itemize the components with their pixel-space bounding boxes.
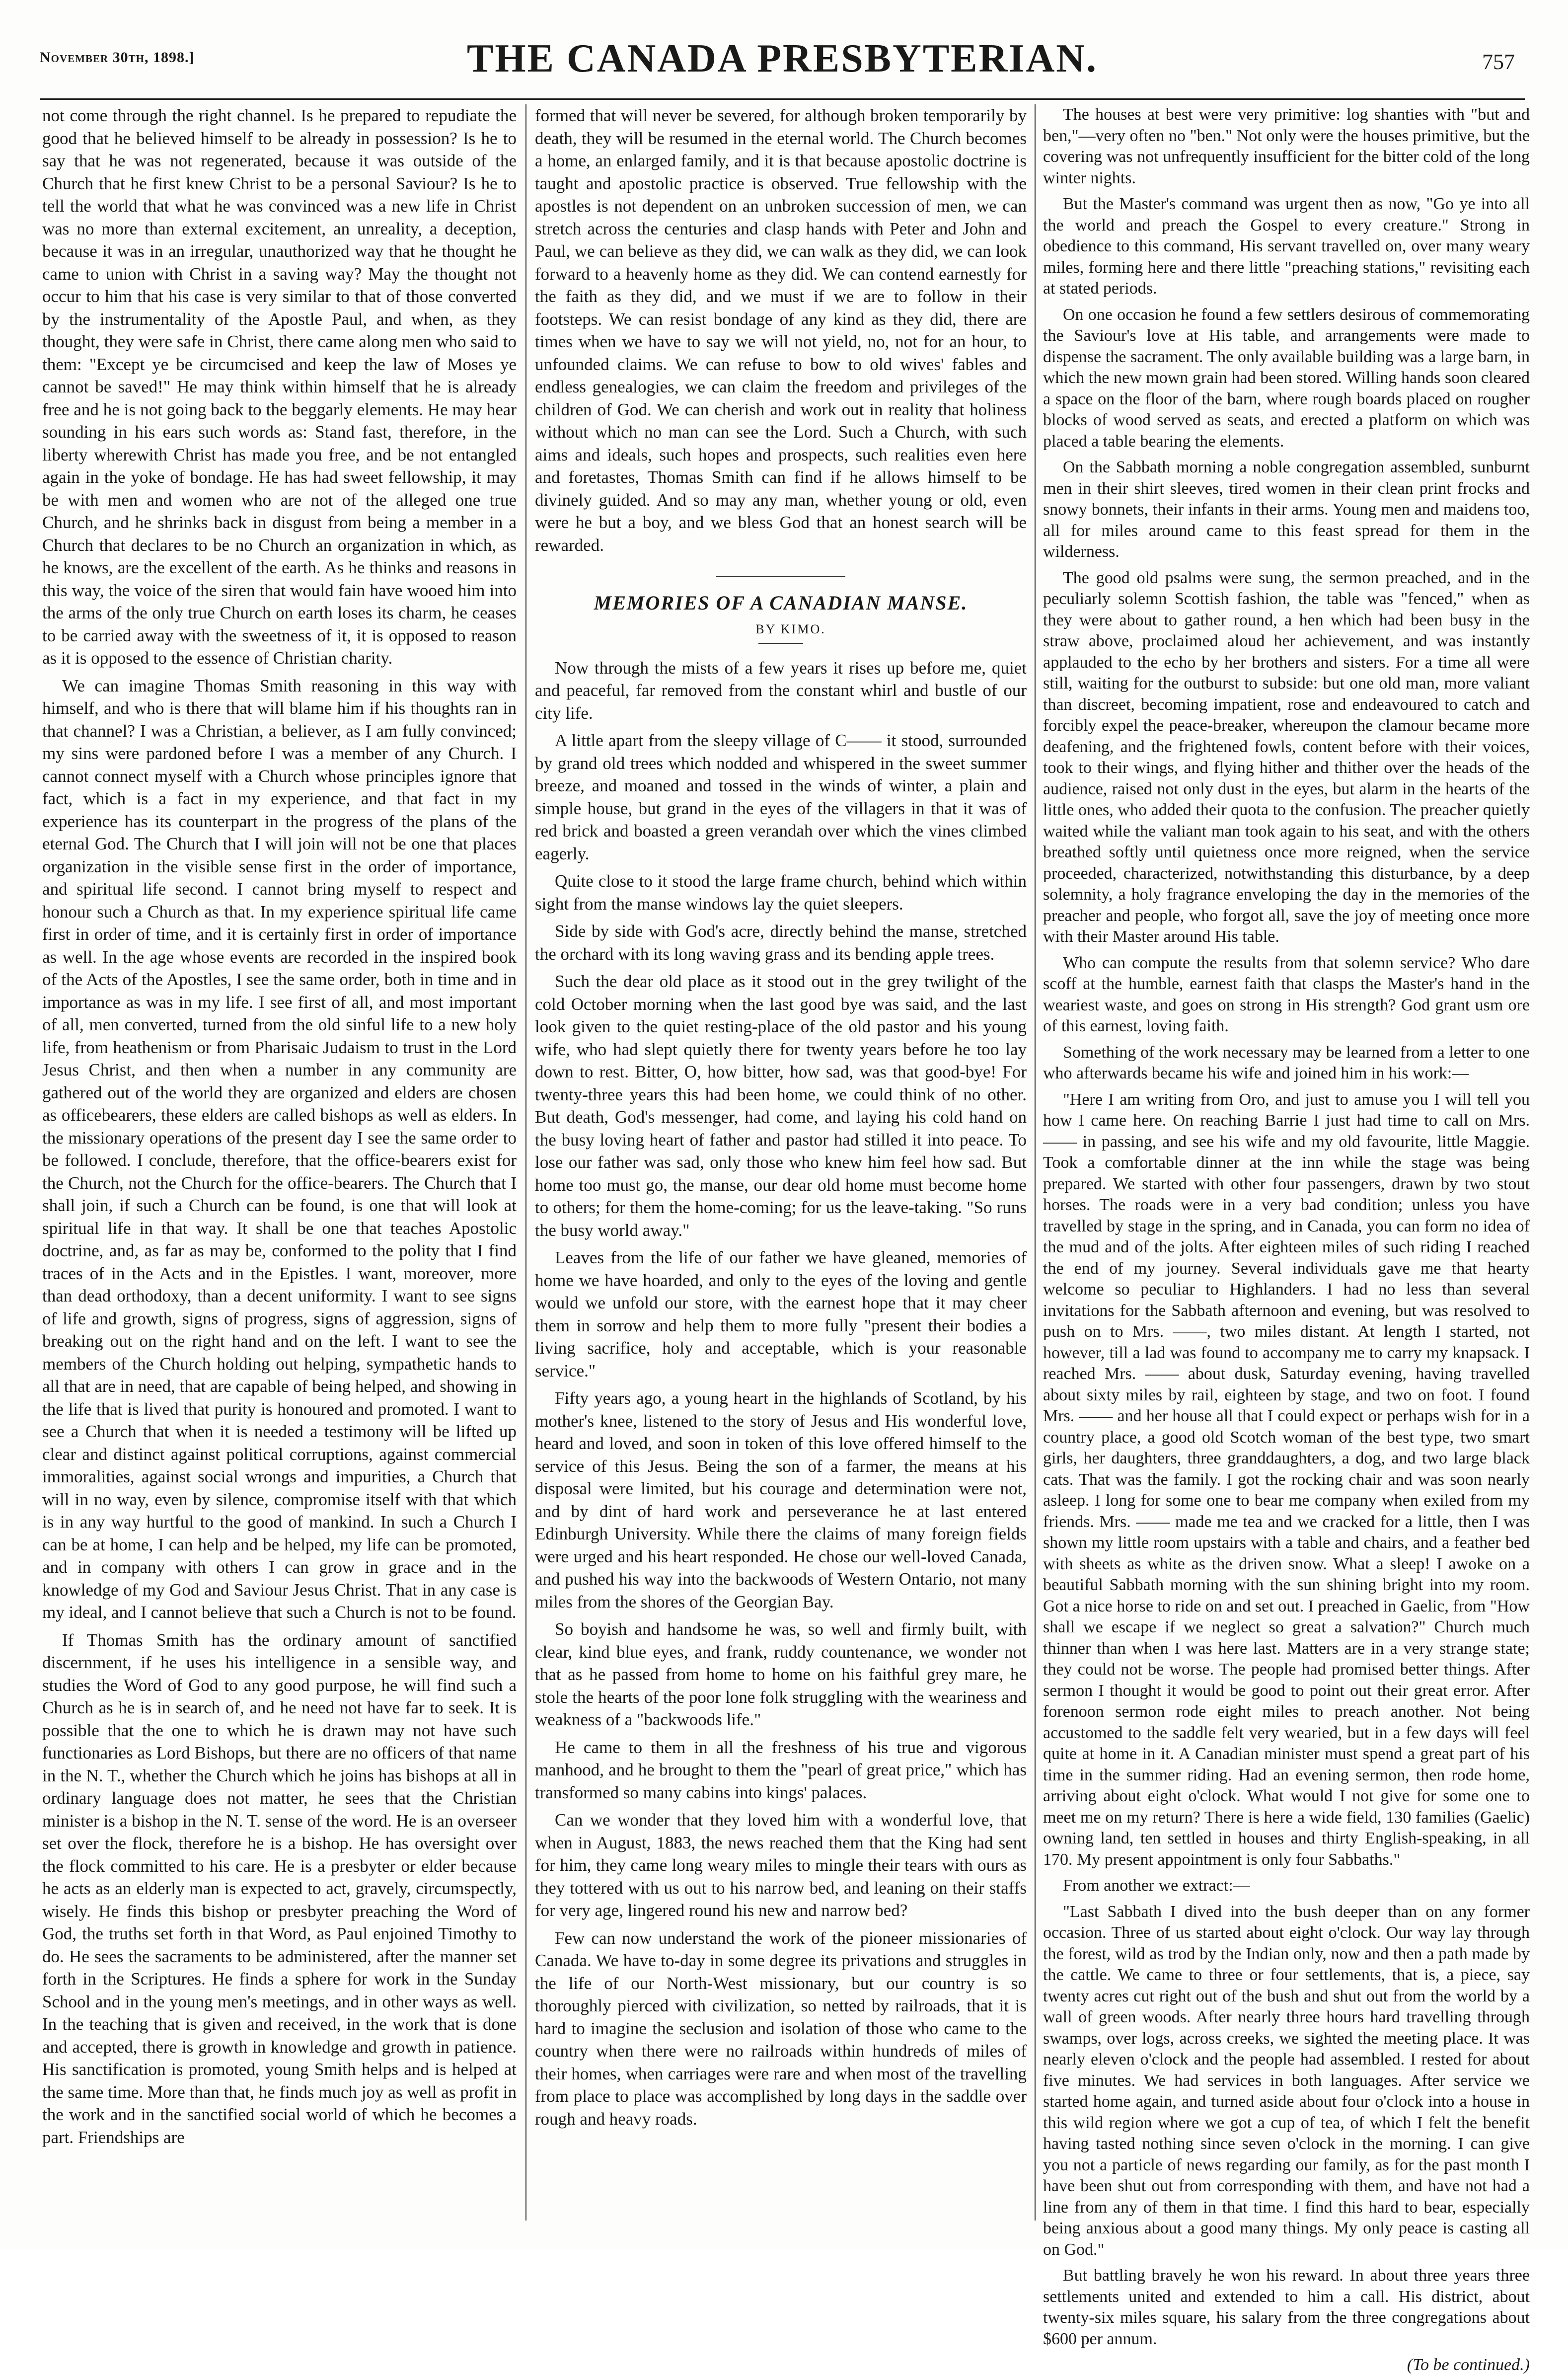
paragraph: formed that will never be severed, for although broken temporarily by death, they will be resumed in the eternal world. The Church becomes a home, an enlarged family, and it is that because apostolic doctrine is taught and apostolic practice is observed. True fellowship with the apostles is not dependent on an unbroken succession of men, we can stretch across the centuries and clasp hands with Peter and John and Paul, we can believe as they did, we can walk as they did, we can look forward to a heavenly home as they did. We can contend earnestly for the faith as they did, and we must if we are to follow in their footsteps. We can resist bondage of any kind as they did, there are times when we have to say we will not yield, no, not for an hour, to unfounded claims. We can refuse to bow to old wives' fables and endless genealogies, we can claim the freedom and privileges of the children of God. We can cherish and work out in reality that holiness without which no man can see the Lord. Such a Church, with such aims and ideals, such hopes and prospects, such realities even here and foretastes, Thomas Smith can find if he allows himself to be divinely guided. And so may any man, whether young or old, even were he but a boy, and we bless God that an honest search will be rewarded.	[535, 106, 1027, 555]
paragraph: On the Sabbath morning a noble congregation assembled, sunburnt men in their shirt sleeves, tired women in their clean print frocks and snowy bonnets, their infants in their arms. Young men and maidens too, all for miles around came to this feast spread for them in the wilderness.	[1043, 458, 1530, 561]
paragraph: Fifty years ago, a young heart in the highlands of Scotland, by his mother's knee, listened to the story of Jesus and His wonderful love, heard and loved, and soon in token of this love offered himself to the service of this Jesus. Being the son of a farmer, the means at his disposal were limited, but his courage and determination were not, and by dint of hard work and perseverance he at last entered Edinburgh University. While there the claims of many foreign fields were urged and his heart responded. He chose our well-loved Canada, and pushed his way into the backwoods of Western Ontario, not many miles from the shores of the Georgian Bay.	[535, 1388, 1027, 1611]
column-3	[1043, 104, 1530, 2374]
paragraph: Few can now understand the work of the pioneer missionaries of Canada. We have to-day in some degree its privations and struggles in the life of our North-West missionary, but our country is so thoroughly pierced with civilization, so netted by railroads, that it is hard to imagine the seclusion and isolation of those who came to the country when there were no railroads within hundreds of miles of their homes, when carriages were rare and when most of the travelling from place to place was accomplished by long days in the saddle over rough and heavy roads.	[535, 1928, 1027, 2129]
section-rule	[716, 576, 845, 577]
paragraph: If Thomas Smith has the ordinary amount of sanctified discernment, if he uses his intelligence in a sensible way, and studies the Word of God to any good purpose, he will find such a Church as he is in search of, and he need not have far to seek. It is possible that the one to which he is drawn may not have such functionaries as Lord Bishops, but there are no officers of that name in the N. T., whether the Church which he joins has bishops at all in ordinary language does not matter, he sees that the Christian minister is a bishop in the N. T. sense of the word. He is an overseer set over the flock, therefore he is a bishop. He has oversight over the flock committed to his care. He is a presbyter or elder because he acts as an elderly man is expected to act, gravely, circumspectly, wisely. He finds this bishop or presbyter preaching the Word of God, the truths set forth in that Word, as Paul enjoined Timothy to do. He sees the sacraments to be administered, after the manner set forth in the Scriptures. He finds a sphere for work in the Sunday School and in the young men's meetings, and in other ways as well. In the teaching that is given and received, in the work that is done and accepted, there is growth in knowledge and growth in patience. His sanctification is promoted, young Smith helps and is helped at the same time. More than that, he finds much joy as well as profit in the work and in the sanctified social world of which he becomes a part. Friendships are	[42, 1630, 517, 2147]
article-title: MEMORIES OF A CANADIAN MANSE.	[594, 592, 968, 614]
masthead-title: THE CANADA PRESBYTERIAN.	[467, 37, 1098, 80]
paragraph: "Here I am writing from Oro, and just to amuse you I will tell you how I came here. On reaching Barrie I just had time to call on Mrs. —— in passing, and see his wife and my old favourite, little Maggie. Took a comfortable dinner at the inn while the stage was being prepared. We started with other four passengers, drawn by two stout horses. The roads were in a very bad condition; unless you have travelled by stage in the spring, and in Canada, you can form no idea of the mud and of the jolts. After eighteen miles of such riding I reached the end of my journey. Several individuals gave me that hearty welcome so peculiar to Highlanders. I had no less than several invitations for the Sabbath afternoon and evening, but was resolved to push on to Mrs. ——, two miles distant. At length I started, not however, till a lad was found to accompany me to carry my knapsack. I reached Mrs. —— about dusk, Saturday evening, having travelled about sixty miles by rail, eighteen by stage, and two on foot. I found Mrs. —— and her house all that I could expect or perhaps wish for in a country place, a good old Scotch woman of the best type, two smart girls, her daughters, three granddaughters, a dog, and two large black cats. That was the family. I got the rocking chair and was soon nearly asleep. I long for some one to bear me company when exiled from my friends. Mrs. —— made me tea and we cracked for a little, then I was shown my little room upstairs with a table and chairs, and a feather bed with sheets as white as the driven snow. What a sleep! I awoke on a beautiful Sabbath morning with the sun shining bright into my room. Got a nice horse to ride on and set out. I preached in Gaelic, from "How shall we escape if we neglect so great a salvation?" Church much thinner than when I was here last. Matters are in a very strange state; they could not be worse. The people had promised better things. After sermon I thought it would be good to point out their great error. After forenoon sermon rode eight miles to preach another. Not being accustomed to the saddle felt very wearied, but in a few days will feel quite at home in it. A Canadian minister must spend a great part of his time in the summer riding. Had an evening sermon, then rode home, arriving about eight o'clock. What would I not give for some one to meet me on my return? There is here a wide field, 130 families (Gaelic) owning land, ten settled in houses and thirty English-speaking, in all 170. My present appointment is only four Sabbaths."	[1043, 1090, 1530, 1869]
column-2	[535, 104, 1027, 2221]
paragraph: Such the dear old place as it stood out in the grey twilight of the cold October morning when the last good bye was said, and the last look given to the quiet resting-place of the old pastor and his young wife, who had slept quietly there for twenty years before he too lay down to rest. Bitter, O, how bitter, how sad, was that good-bye! For twenty-three years this had been home, we could think of no other. But death, God's messenger, had come, and laying his cold hand on the busy loving heart of father and pastor had stilled it into peace. To lose our father was sad, only those who knew him feel how sad. But home too must go, the manse, our dear old home must become home to others; for them the home-coming; for us the leave-taking. "So runs the busy world away."	[535, 972, 1027, 1240]
column-divider	[525, 104, 526, 2221]
column-1	[42, 104, 517, 2221]
paragraph: Now through the mists of a few years it rises up before me, quiet and peaceful, far removed from the constant whirl and bustle of our city life.	[535, 658, 1027, 723]
paragraph: Can we wonder that they loved him with a wonderful love, that when in August, 1883, the news reached them that the King had sent for him, they came long weary miles to mingle their tears with ours as they tottered with us out to his narrow bed, and leaning on their staffs for very age, lingered round his new and narrow bed?	[535, 1810, 1027, 1920]
column-divider	[1035, 104, 1036, 2221]
paragraph: We can imagine Thomas Smith reasoning in this way with himself, and who is there that will blame him if his thoughts ran in that channel? I was a Christian, a believer, as I am fully convinced; my sins were pardoned before I was a member of any Church. I cannot connect myself with a Church whose principles ignore that fact, which is a fact in my experience, and that fact in my experience has its counterpart in the progress of the plans of the eternal God. The Church that I will join will not be one that places organization in the visible sense first in the order of importance, and spiritual life second. I cannot bring myself to respect and honour such a Church as that. In my experience spiritual life came first in order of time, and it is certainly first in order of importance as well. In the age whose events are recorded in the inspired book of the Acts of the Apostles, I see the same order, both in time and in importance as was in my life. I see first of all, and most important of all, men converted, turned from the old sinful life to a new holy life, from heathenism or from Pharisaic Judaism to trust in the Lord Jesus Christ, and then when a number in any community are gathered out of the world they are organized and elders are chosen as officebearers, these elders are called bishops as well as elders. In the missionary operations of the present day I see the same order to be followed. I conclude, therefore, that the office-bearers exist for the Church, not the Church for the office-bearers. The Church that I shall join, if such a Church can be found, is one that will look at spiritual life in that way. It shall be one that teaches Apostolic doctrine, and, as far as may be, conformed to the polity that I find traces of in the Acts and in the Epistles. I want, moreover, more than dead orthodoxy, than a decent uniformity. I want to see signs of life and growth, signs of progress, signs of aggression, signs of breaking out on the right hand and on the left. I want to see the members of the Church holding out helping, sympathetic hands to all that are in need, that are capable of being helped, and showing in the life that is lived that purity is honoured and promoted. I want to see a Church that when it is needed a testimony will be lifted up clear and distinct against political corruptions, against commercial immoralities, against social wrongs and impurities, a Church that will in no way, even by silence, compromise itself with that which is in any way hurtful to the good of mankind. In such a Church I can be at home, I can help and be helped, my life can be promoted, and in company with others I can grow in grace and in the knowledge of my God and Saviour Jesus Christ. That in any case is my ideal, and I cannot believe that such a Church is not to be found.	[42, 676, 517, 1622]
paragraph: Side by side with God's acre, directly behind the manse, stretched the orchard with its long waving grass and its bending apple trees.	[535, 921, 1027, 964]
page-header	[40, 27, 1525, 97]
article-byline: BY KIMO.	[755, 622, 826, 636]
paragraph: On one occasion he found a few settlers desirous of commemorating the Saviour's love at His table, and arrangements were made to dispense the sacrament. The only available building was a large barn, in which the new mown grain had been stored. Willing hands soon cleared a space on the floor of the barn, where rough boards placed on rougher blocks of wood served as seats, and erected a platform on which was placed a table bearing the elements.	[1043, 305, 1530, 451]
paragraph: Something of the work necessary may be learned from a letter to one who afterwards became his wife and joined him in his work:—	[1043, 1043, 1530, 1082]
paragraph: Who can compute the results from that solemn service? Who dare scoff at the humble, earnest faith that clasps the Master's hand in the weariest waste, and goes on strong in His strength? God grant usm ore of this earnest, loving faith.	[1043, 953, 1530, 1035]
issue-date: November 30th, 1898.]	[40, 49, 195, 66]
paragraph: But the Master's command was urgent then as now, "Go ye into all the world and preach the Gospel to every creature." Strong in obedience to this command, His servant travelled on, over many weary miles, forming here and there little "preaching stations," revisiting each at stated periods.	[1043, 195, 1530, 298]
paragraph: not come through the right channel. Is he prepared to repudiate the good that he believed himself to be already in possession? Is he to say that he was not regenerated, because it was outside of the Church that he first knew Christ to be a personal Saviour? Is he to tell the world that what he was convinced was a new life in Christ was no more than external excitement, an unreality, a deception, because it was in an irregular, unauthorized way that he thought he came to union with Christ in a saving way? May the thought not occur to him that his case is very similar to that of those converted by the instrumentality of the Apostle Paul, and when, as they thought, they were safe in Christ, there came along men who said to them: "Except ye be circumcised and keep the law of Moses ye cannot be saved!" He may think within himself that he is already free and he is not going back to the beggarly elements. He may hear sounding in his ears such words as: Stand fast, therefore, in the liberty wherewith Christ has made you free, and be not entangled again in the yoke of bondage. He has had sweet fellowship, it may be with men and women who are not of the alleged one true Church, and he shrinks back in disgust from being a member in a Church that declares to be no Church an organization in which, as he knows, are the excellent of the earth. As he thinks and reasons in this way, the voice of the siren that would fain have wooed him into the arms of the only true Church on earth loses its charm, he ceases to be carried away with the sweetness of it, it is opposed to reason as it is opposed to the essence of Christian charity.	[42, 106, 517, 668]
byline-rule	[758, 643, 803, 644]
paragraph: The good old psalms were sung, the sermon preached, and in the peculiarly solemn Scottish fashion, the table was "fenced," when as they were about to gather round, a hen which had been busy in the straw above, proclaimed aloud her achievement, and was instantly applauded to the echo by her brothers and sisters. For a time all were still, waiting for the outburst to subside: but one old man, more valiant than discreet, becoming impatient, rose and endeavoured to catch and forcibly expel the peace-breaker, whereupon the clamour became more deafening, and the frightened fowls, content before with their voices, took to their wings, and flying hither and thither over the heads of the audience, raised not only dust in the eyes, but alarm in the hearts of the little ones, who added their quota to the confusion. The preacher quietly waited while the valiant man took again to his seat, and with the others breathed softly until quietness once more reigned, when the service proceeded, characterized, notwithstanding this disturbance, by a deep solemnity, a holy fragrance enveloping the day in the memories of the preacher and people, who forgot all, save the joy of meeting once more with their Master around His table.	[1043, 568, 1530, 946]
to-be-continued: (To be continued.)	[1407, 2356, 1530, 2374]
paragraph: The houses at best were very primitive: log shanties with "but and ben,"—very often no "ben." Not only were the houses primitive, but the covering was not unfrequently insufficient for the bitter cold of the long winter nights.	[1043, 105, 1530, 187]
paragraph: From another we extract:—	[1063, 1876, 1250, 1895]
paragraph: So boyish and handsome he was, so well and firmly built, with clear, kind blue eyes, and frank, ruddy countenance, we wonder not that as he passed from home to home on his faithful grey mare, he stole the hearts of the poor lone folk struggling with the weariness and weakness of a "backwoods life."	[535, 1619, 1027, 1730]
paragraph: A little apart from the sleepy village of C—— it stood, surrounded by grand old trees which nodded and whispered in the sweet summer breeze, and moaned and tossed in the winds of winter, a plain and simple house, but grand in the eyes of the villagers in that it was of red brick and boasted a green verandah over which the vines climbed eagerly.	[535, 731, 1027, 863]
page-number: 757	[1482, 50, 1515, 74]
paragraph: "Last Sabbath I dived into the bush deeper than on any former occasion. Three of us started about eight o'clock. Our way lay through the forest, wild as trod by the Indian only, now and then a path made by the cattle. We came to three or four settlements, that is, a piece, say twenty acres cut right out of the bush and shut out from the world by a wall of green woods. After nearly three hours hard travelling through swamps, over logs, across creeks, we sighted the meeting place. It was nearly eleven o'clock and the people had assembled. I rested for about five minutes. We had services in both languages. After service we started home again, and turned aside about four o'clock into a house in this wild region where we got a cup of tea, of which I felt the benefit having tasted nothing since seven o'clock in the morning. I can give you not a particle of news regarding our family, as for the past month I have been shut out from corresponding with them, and have not had a line from any of them in that time. I find this hard to bear, especially being anxious about a good many things. My only peace is casting all on God."	[1043, 1902, 1530, 2259]
header-rule	[40, 98, 1525, 100]
paragraph: He came to them in all the freshness of his true and vigorous manhood, and he brought to them the "pearl of great price," which has transformed so many cabins into kings' palaces.	[535, 1737, 1027, 1802]
paragraph: But battling bravely he won his reward. In about three years three settlements united and extended to him a call. His district, about twenty-six miles square, his salary from the three congregations about $600 per annum.	[1043, 2266, 1530, 2348]
paragraph: Quite close to it stood the large frame church, behind which within sight from the manse windows lay the quiet sleepers.	[535, 871, 1027, 914]
paragraph: Leaves from the life of our father we have gleaned, memories of home we have hoarded, and only to the eyes of the loving and gentle would we unfold our store, with the earnest hope that it may cheer them in sorrow and help them to more fully "present their bodies a living sacrifice, holy and acceptable, which is your reasonable service."	[535, 1248, 1027, 1380]
